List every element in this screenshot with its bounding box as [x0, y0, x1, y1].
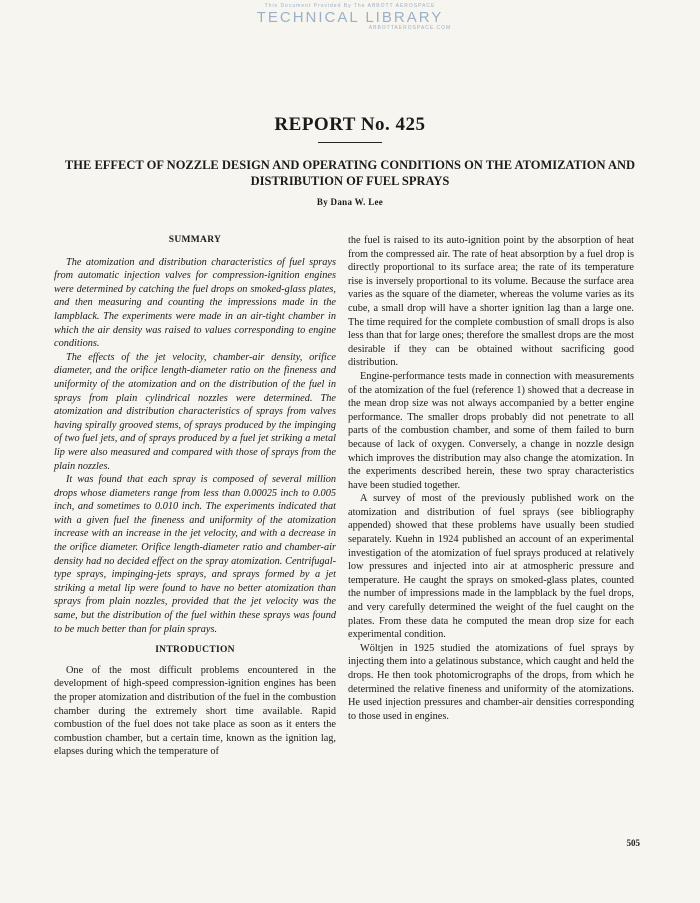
body-paragraph: Engine-performance tests made in connection with measurements of the atomization of the fuel (reference 1) showed that a decrease in the mean drop size was not always accompanied by a better engine performance. The smaller drops probably did not penetrate to all parts of the combustion chamber, and some of them failed to burn because of lack of oxygen. Conversely, a change in nozzle design which improves the distribution may also change the atomization. In the experiments described herein, these two spray characteristics have been studied together.	[348, 370, 634, 491]
title-divider	[318, 142, 382, 143]
summary-paragraph: The atomization and distribution characteristics of fuel sprays from automatic injection valves for compression-ignition engines were determined by catching the fuel drops on smoked-glass plates, and then measuring and counting the impressions made in the lampblack. The experiments were made in an air-tight chamber in which the air density was raised to values corresponding to engine conditions.	[54, 256, 336, 350]
summary-heading: SUMMARY	[168, 235, 222, 245]
introduction-heading: INTRODUCTION	[155, 645, 235, 656]
introduction-continuation: the fuel is raised to its auto-ignition point by the absorption of heat from the compressed air. The rate of heat absorption by a fuel drop is directly proportional to its surface area; the rate of its temperature rise is inversely proportional to its volume. Because the surface area varies as the square of the diameter, whereas the volume varies as its cube, a small drop will have a shorter ignition lag than a large one. The time required for the complete combustion of small drops is also less than that for large ones; therefore the smallest drops are the most desirable if they can be obtained without sacrificing good distribution.	[348, 235, 634, 369]
watermark-website: ABBOTTAEROSPACE.COM	[368, 25, 452, 31]
page-number: 505	[626, 838, 640, 848]
watermark-library-name: TECHNICAL LIBRARY	[256, 9, 444, 26]
summary-section	[54, 234, 336, 636]
body-paragraph: A survey of most of the previously published work on the atomization and distribution of fuel sprays (see bibliography appended) showed that these problems have usually been studied separately. Kuehn in 1924 published an account of an experimental investigation of the atomization of fuel sprays produced at relatively low pressures and injected into air at atmospheric pressure and temperature. He caught the sprays on smoked-glass plates, counted the number of impressions made in the lampblack by the fuel drops, and very carefully determined the weight of the fuel caught on the plates. From these data he computed the mean drop size for each experimental condition.	[348, 493, 634, 641]
introduction-section	[54, 644, 336, 759]
library-watermark	[0, 4, 700, 31]
right-column	[348, 234, 634, 723]
summary-paragraph: It was found that each spray is composed of several million drops whose diameters range from less than 0.00025 inch to 0.005 inch, and sometimes to 0.010 inch. The experiments indicated that with a given fuel the fineness and uniformity of the atomization increase with an increase in the jet velocity, and with a decrease in the orifice diameter. Orifice length-diameter ratio and chamber-air density had no decided effect on the spray atomization. Centrifugal-type sprays, impinging-jets sprays, and sprays formed by a jet striking a metal lip were found to have no better atomization than sprays from plain nozzles, provided that the jet velocity was the same, but the distribution of the fuel within these sprays was found to be much better than for plain sprays.	[54, 474, 336, 635]
body-paragraph: Wöltjen in 1925 studied the atomizations of fuel sprays by injecting them into a gelatinous substance, which caught and held the drops. He then took photomicrographs of the drops, from which he determined the relative fineness and uniformity of the atomizations. He used injection pressures and chamber-air densities corresponding to those used in engines.	[348, 642, 634, 722]
introduction-paragraph: One of the most difficult problems encountered in the development of high-speed compression-ignition engines has been the proper atomization and distribution of the fuel in the combustion chamber during the extremely short time available. Rapid combustion of the fuel does not take place as soon as it enters the combustion chamber, but a certain time, known as the ignition lag, elapses during which the temperature of	[54, 664, 336, 758]
summary-paragraph: The effects of the jet velocity, chamber-air density, orifice diameter, and the orifice length-diameter ratio on the fineness and uniformity of the atomization and on the distribution of the fuel in sprays from plain cylindrical nozzles were determined. The atomization and distribution characteristics of sprays from valves having spirally grooved stems, of sprays produced by the impinging of two fuel jets, and of sprays produced by a fuel jet striking a metal lip were also measured and compared with those of sprays from the plain nozzles.	[54, 351, 336, 472]
paper-title: THE EFFECT OF NOZZLE DESIGN AND OPERATING CONDITIONS ON THE ATOMIZATION AND DISTRIBUTION OF FUEL SPRAYS	[64, 158, 636, 188]
left-column	[54, 234, 336, 759]
author-byline: By Dana W. Lee	[316, 197, 384, 207]
report-title: REPORT No. 425	[274, 114, 426, 135]
watermark-provider-line: This Document Provided By The ABBOTT AEROSPACE	[264, 3, 436, 9]
